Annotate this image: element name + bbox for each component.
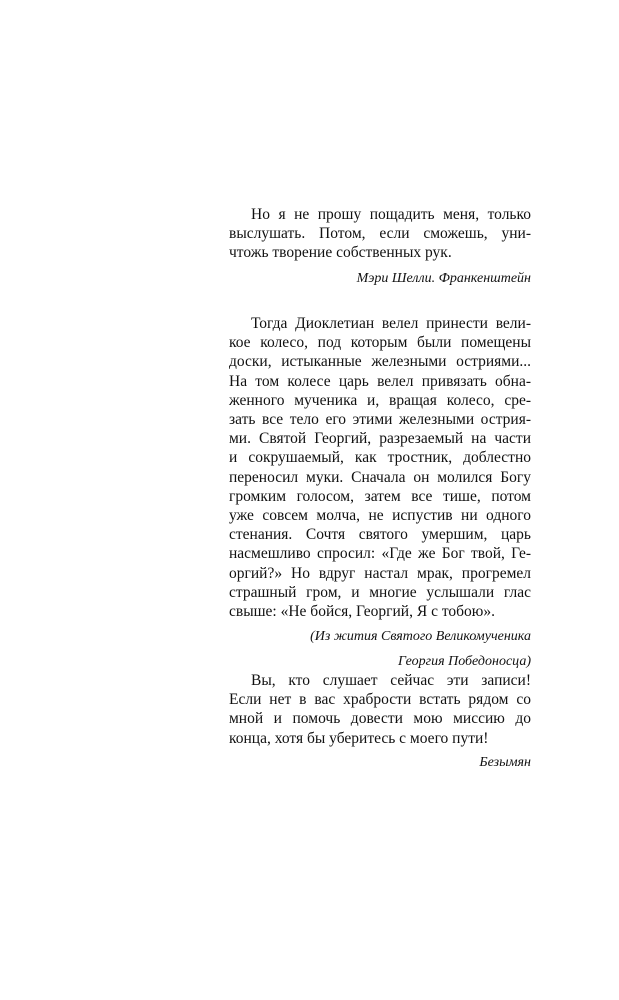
quote-line: Вы, кто слушает сейчас эти записи! [251, 672, 531, 689]
quote-line: страшный гром, и многие услышали глас [229, 583, 531, 601]
epigraph-attribution: (Из жития Святого Великомученика [310, 629, 531, 645]
quote-line: мной и помочь довести мою миссию до [229, 710, 531, 728]
quote-line: На том колесе царь велел привязать обна- [229, 372, 531, 390]
quote-line: чтожь творение собственных рук. [229, 244, 452, 262]
quote-line: Тогда Диоклетиан велел принести вели- [251, 315, 531, 332]
quote-line: громким голосом, затем все тише, потом [229, 487, 531, 505]
quote-line: переносил муки. Сначала он молился Богу [229, 468, 531, 486]
epigraph-quote [229, 205, 531, 263]
epigraph-frankenstein [229, 205, 531, 288]
quote-line: Если нет в вас храбрости встать рядом со [229, 691, 531, 709]
quote-line: уже совсем молча, не испустив ни одного [229, 507, 531, 525]
quote-line: свыше: «Не бойся, Георгий, Я с тобою». [229, 603, 495, 621]
quote-line: конца, хотя бы уберитесь с моего пути! [229, 729, 489, 747]
quote-line: стенания. Сочтя святого умершим, царь [229, 526, 531, 544]
quote-line: и сокрушаемый, как тростник, доблестно [229, 449, 531, 467]
quote-line: доски, истыканные железными остриями... [229, 353, 531, 371]
quote-line: ми. Святой Георгий, разрезаемый на части [229, 430, 531, 448]
quote-line: насмешливо спросил: «Где же Бог твой, Ге- [229, 545, 531, 563]
quote-line: Но я не прошу пощадить меня, только [251, 206, 531, 223]
epigraph-attribution: Мэри Шелли. Франкенштейн [356, 270, 531, 286]
quote-line: оргий?» Но вдруг настал мрак, прогремел [229, 564, 531, 582]
quote-line: выслушать. Потом, если сможешь, уни- [229, 225, 531, 243]
epigraph-life-of-saint-george [229, 314, 531, 671]
epigraph-quote [229, 671, 531, 748]
epigraph-quote [229, 314, 531, 621]
epigraph-nameless [229, 671, 531, 772]
epigraph-attribution: Безымян [479, 754, 531, 770]
quote-line: женного мученика и, вращая колесо, сре- [229, 391, 531, 409]
quote-line: зать все тело его этими железными острия- [229, 411, 531, 429]
epigraph-attribution: Георгия Победоносца) [398, 654, 531, 670]
quote-line: кое колесо, под которым были помещены [229, 334, 531, 352]
